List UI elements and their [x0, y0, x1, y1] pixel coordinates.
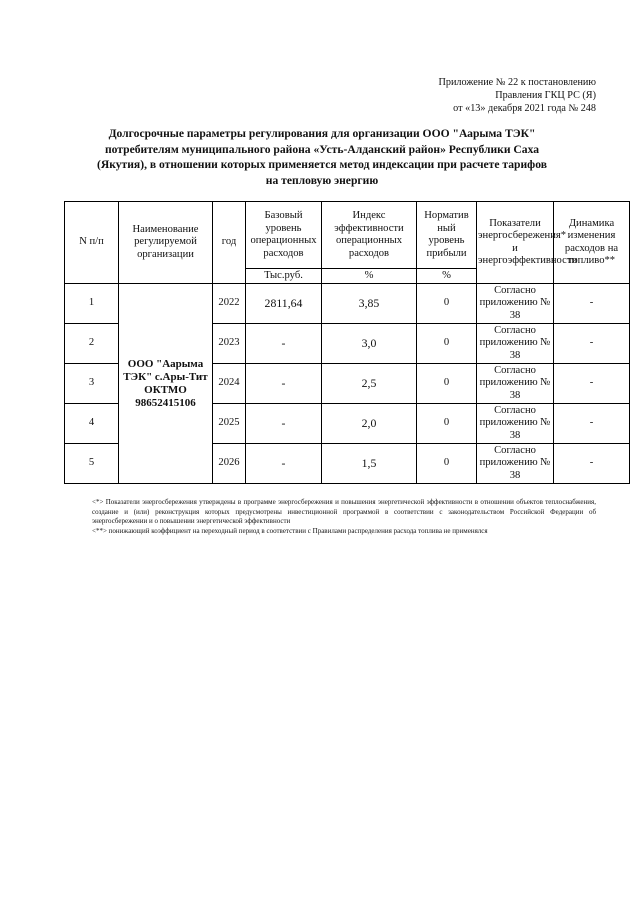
table-row — [65, 284, 630, 324]
appendix-reference — [439, 76, 596, 115]
row-fuel-dynamics: - — [554, 444, 630, 484]
row-year: 2022 — [213, 284, 246, 324]
footnotes — [92, 498, 596, 536]
row-fuel-dynamics: - — [554, 324, 630, 364]
row-efficiency-index: 3,0 — [322, 324, 417, 364]
row-efficiency-index: 2,0 — [322, 404, 417, 444]
row-number: 5 — [65, 444, 119, 484]
row-energy-saving: Согласно приложению № 38 — [477, 284, 554, 324]
appendix-line: Приложение № 22 к постановлению — [438, 77, 596, 88]
row-energy-saving: Согласно приложению № 38 — [477, 404, 554, 444]
row-efficiency-index: 1,5 — [322, 444, 417, 484]
row-efficiency-index: 2,5 — [322, 364, 417, 404]
table-header-row — [65, 202, 630, 269]
document-title: Долгосрочные параметры регулирования для организации ООО "Аарыма ТЭК" потребителям муниципального района «Усть-Алданский район» Республики Саха (Якутия), в отношении которых применяется метод индексации при расчете тарифов на тепловую энергию — [97, 127, 547, 187]
row-base-level: - — [246, 324, 322, 364]
row-energy-saving: Согласно приложению № 38 — [477, 444, 554, 484]
row-number: 1 — [65, 284, 119, 324]
row-fuel-dynamics: - — [554, 404, 630, 444]
organization-cell: ООО "Аарыма ТЭК" с.Ары-Тит ОКТМО 98652415106 — [119, 284, 213, 484]
row-year: 2024 — [213, 364, 246, 404]
row-number: 4 — [65, 404, 119, 444]
row-profit-norm: 0 — [417, 444, 477, 484]
header-base-level: Базовый уровень операционных расходов — [246, 202, 322, 269]
row-energy-saving: Согласно приложению № 38 — [477, 364, 554, 404]
unit-eff: % — [322, 269, 417, 284]
header-num: N п/п — [65, 202, 119, 284]
regulation-parameters-table — [64, 201, 630, 484]
unit-norm: % — [417, 269, 477, 284]
row-efficiency-index: 3,85 — [322, 284, 417, 324]
unit-base: Тыс.руб. — [246, 269, 322, 284]
header-profit-norm: Норматив ный уровень прибыли — [417, 202, 477, 269]
row-base-level: - — [246, 364, 322, 404]
row-year: 2026 — [213, 444, 246, 484]
row-number: 2 — [65, 324, 119, 364]
row-profit-norm: 0 — [417, 324, 477, 364]
row-fuel-dynamics: - — [554, 364, 630, 404]
footnote-energy-saving: <*> Показатели энергосбережения утверждены в программе энергосбережения и повышения энергетической эффективности в отношении объектов теплоснабжения, создание и (или) реконструкция которых предусмотрены инвестиционной программой в соответствии с законодательством Российской Федерации об энергосбережении и о повышении энергетической эффективности — [92, 498, 596, 526]
row-base-level: 2811,64 — [246, 284, 322, 324]
row-profit-norm: 0 — [417, 404, 477, 444]
header-energy-saving: Показатели энергосбережения* и энергоэффективности — [477, 202, 554, 284]
header-efficiency-index: Индекс эффективности операционных расходов — [322, 202, 417, 269]
header-fuel-dynamics: Динамика изменения расходов на топливо** — [554, 202, 630, 284]
footnote-fuel: <**> понижающий коэффициент на переходный период в соответствии с Правилами распределения расхода топлива не применялся — [92, 526, 488, 535]
header-organization: Наименование регулируемой организации — [119, 202, 213, 284]
row-energy-saving: Согласно приложению № 38 — [477, 324, 554, 364]
row-year: 2023 — [213, 324, 246, 364]
row-profit-norm: 0 — [417, 364, 477, 404]
appendix-line: от «13» декабря 2021 года № 248 — [453, 103, 596, 114]
header-year: год — [213, 202, 246, 284]
row-profit-norm: 0 — [417, 284, 477, 324]
appendix-line: Правления ГКЦ РС (Я) — [495, 90, 596, 101]
row-base-level: - — [246, 444, 322, 484]
row-fuel-dynamics: - — [554, 284, 630, 324]
row-base-level: - — [246, 404, 322, 444]
row-year: 2025 — [213, 404, 246, 444]
row-number: 3 — [65, 364, 119, 404]
